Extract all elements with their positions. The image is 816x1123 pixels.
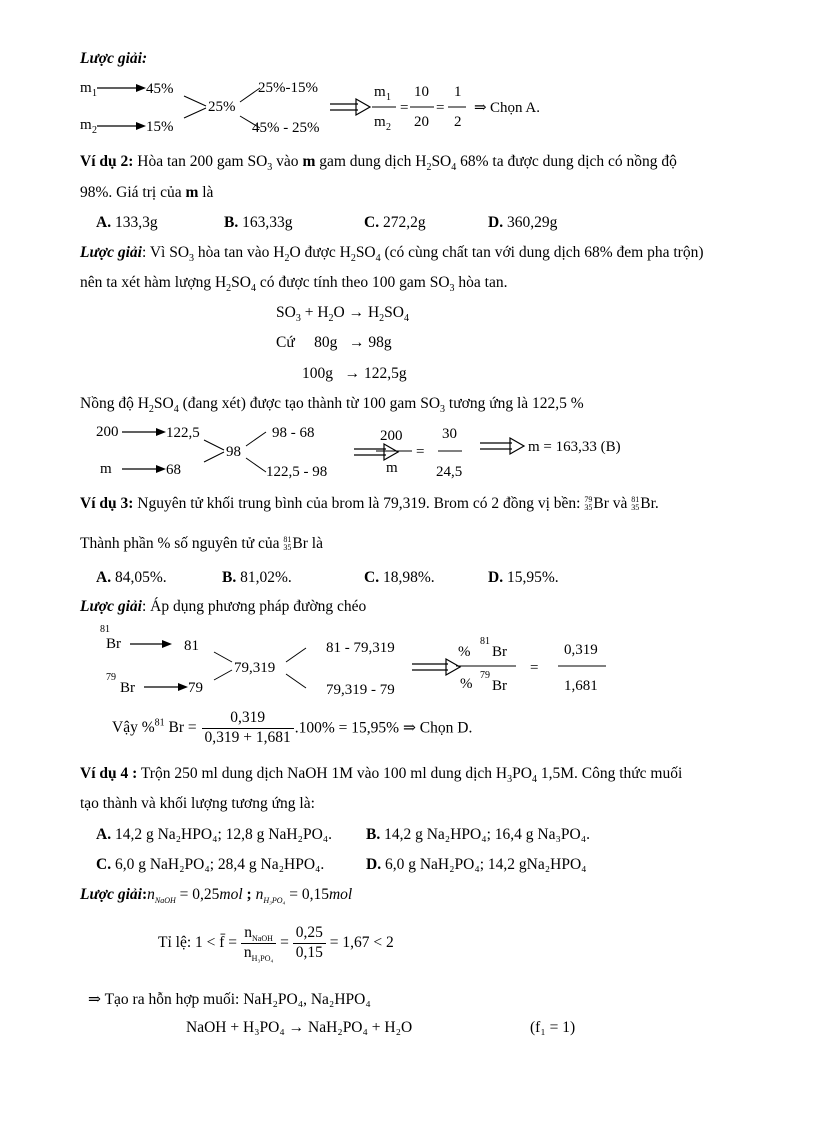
reaction-equation: NaOH + H₃PO₄ → NaH₂PO₄ + H₂O <box>186 1019 413 1036</box>
ratio-m1-index: 1 <box>386 92 391 103</box>
svg-text:Br: Br <box>106 636 121 652</box>
cross-line <box>240 88 260 102</box>
equals: = <box>416 444 425 460</box>
svg-text:Br: Br <box>120 680 135 696</box>
two: 2 <box>454 114 462 130</box>
m2-label: m <box>80 117 92 133</box>
svg-text:=: = <box>530 660 539 676</box>
diff-1: 25%-15% <box>258 80 318 96</box>
value-68: 68 <box>166 462 181 478</box>
option-a: A. 133,3g <box>96 214 158 231</box>
implies-arrow: ⇒ <box>474 100 487 116</box>
arrow-head <box>178 683 188 691</box>
isotope-81: 81 35 <box>283 535 292 553</box>
ratio-num: 10 <box>414 84 429 100</box>
frac-num-200: 200 <box>380 428 403 444</box>
result-text: m = 163,33 (B) <box>528 439 621 455</box>
ratio-m2-index: 2 <box>386 122 391 133</box>
svg-text:79,319: 79,319 <box>234 660 276 676</box>
cross-line <box>184 96 206 106</box>
choice-text: Chọn A. <box>490 100 541 116</box>
option-d: D. 6,0 g NaH₂PO₄; 14,2 gNa₂HPO₄ <box>366 856 587 873</box>
equals: = <box>436 100 445 116</box>
svg-text:Br: Br <box>492 644 507 660</box>
svg-text:81: 81 <box>480 636 490 647</box>
value-2: 15% <box>146 119 174 135</box>
diff-2: 45% - 25% <box>252 120 320 136</box>
example-2-solution: Lược giải: Vì $SO_3$ hòa tan vào $H_2O$ được $H_2SO_4$ (có cùng chất tan với dung dịch 68% đem pha trộn) <box>80 244 704 265</box>
value-122-5: 122,5 <box>166 425 200 441</box>
svg-text:81: 81 <box>100 624 110 635</box>
mass-200: 200 <box>96 424 119 440</box>
svg-text:%: % <box>458 644 471 660</box>
frac-den-24-5: 24,5 <box>436 464 463 480</box>
arrow-head <box>162 640 172 648</box>
option-b: B. 14,2 g Na₂HPO₄; 16,4 g Na₃PO₄. <box>366 826 590 843</box>
option-c: C. 18,98%. <box>364 569 435 586</box>
example-2-solution-line2: nên ta xét hàm lượng $H_2SO_4$ có được tính theo 100 gam $SO_3$ hòa tan. <box>80 274 508 295</box>
reaction-line-2: Cứ 80g → 98g <box>276 334 392 351</box>
example-2-question-line2: 98%. Giá trị của m là <box>80 184 214 201</box>
solution-heading-1: Lược giải: <box>80 50 148 67</box>
isotope-79: 79 35 <box>584 495 593 513</box>
example-4-solution: Lược $giải:n_{NaOH} = 0,25mol$ ; $n_{H_3PO_4} = 0,15mol$ <box>80 886 353 906</box>
m1-label: m <box>80 80 92 96</box>
option-b: B. 163,33g <box>224 214 293 231</box>
diff-98-68: 98 - 68 <box>272 425 315 441</box>
example-2-question: Ví dụ 2: Hòa tan 200 gam $SO_3$ vào m gam dung dịch $H_2SO_4$ 68% ta được dung dịch có nồng độ <box>80 153 677 174</box>
example-title: Ví dụ 2: <box>80 153 134 170</box>
diff-122-5-98: 122,5 - 98 <box>266 464 328 480</box>
mid-98: 98 <box>226 444 241 460</box>
example-3-question: Ví dụ 3: Nguyên tử khối trung bình của brom là 79,319. Brom có 2 đồng vị bền: 79 35Br và 81 35Br. <box>80 495 659 513</box>
ratio-m2: m <box>374 114 386 130</box>
double-arrow-head <box>384 444 398 460</box>
one: 1 <box>454 84 462 100</box>
cross-line <box>214 670 232 680</box>
ratio-line: Tỉ lệ: 1 < f̄ = $n_{NaOH}$ $n_{H_3PO_4}$ = $\frac{0,25}{0,15}$ = 1,67 < 2 <box>158 924 394 963</box>
example-3-conclusion: Vậy %$^{81}$ Br = $\frac{0,319}{0,319 + 1,681}$ .100% = 15,95% ⇒ Chọn D. <box>112 709 473 746</box>
cross-diagram-2 <box>96 420 656 482</box>
value-1: 45% <box>146 81 174 97</box>
option-b: B. 81,02%. <box>222 569 292 586</box>
cross-line <box>184 108 206 118</box>
cross-line <box>286 674 306 688</box>
mass-m: m <box>100 461 112 477</box>
option-a: A. 14,2 g Na₂HPO₄; 12,8 g NaH₂PO₄. <box>96 826 333 843</box>
option-c: C. 272,2g <box>364 214 426 231</box>
double-arrow-head <box>356 99 370 115</box>
option-a: A. 84,05%. <box>96 569 167 586</box>
arrow-head <box>156 428 166 436</box>
svg-text:%: % <box>460 676 473 692</box>
reaction-line-3: 100g → 122,5g <box>302 365 407 382</box>
reaction-ratio: (f₁ = 1) <box>530 1019 576 1036</box>
double-arrow-head <box>510 438 524 454</box>
mixture-line: ⇒ Tạo ra hỗn hợp muối: NaH₂PO₄, Na₂HPO₄ <box>88 991 371 1008</box>
cross-line <box>204 452 224 462</box>
example-3-solution: Lược giải: Áp dụng phương pháp đường chéo <box>80 598 367 615</box>
svg-text:79,319 - 79: 79,319 - 79 <box>326 682 395 698</box>
svg-text:81 - 79,319: 81 - 79,319 <box>326 640 395 656</box>
mid-value: 25% <box>208 99 236 115</box>
double-arrow-head <box>446 659 460 675</box>
option-d: D. 15,95%. <box>488 569 559 586</box>
cross-line <box>286 648 306 662</box>
ratio-den: 20 <box>414 114 429 130</box>
cross-line <box>214 652 232 662</box>
ratio-m1: m <box>374 84 386 100</box>
arrow-head <box>156 465 166 473</box>
svg-text:79: 79 <box>106 672 116 683</box>
concentration-line: Nồng độ $H_2SO_4$ (đang xét) được tạo thành từ 100 gam $SO_3$ tương ứng là 122,5 % <box>80 395 584 416</box>
svg-text:79: 79 <box>188 680 203 696</box>
reaction-line-1: $SO_3 + H_2O \to H_2SO_4$ <box>276 304 409 325</box>
svg-text:79: 79 <box>480 670 490 681</box>
svg-text:0,319: 0,319 <box>564 642 598 658</box>
option-d: D. 360,29g <box>488 214 558 231</box>
svg-text:Br: Br <box>492 678 507 694</box>
cross-line <box>246 432 266 446</box>
frac-num-30: 30 <box>442 426 457 442</box>
isotope-81: 81 35 <box>631 495 640 513</box>
frac-den-m: m <box>386 460 398 476</box>
example-4-question: Ví dụ 4 : Trộn 250 ml dung dịch NaOH 1M vào 100 ml dung dịch $H_3PO_4$ 1,5M. Công thức muối <box>80 765 683 786</box>
cross-diagram-1 <box>80 76 560 136</box>
svg-text:1,681: 1,681 <box>564 678 598 694</box>
cross-diagram-3 <box>100 622 620 702</box>
equals: = <box>400 100 409 116</box>
arrow-head <box>136 84 146 92</box>
example-3-question-line2: Thành phần % số nguyên tử của 81 35Br là <box>80 535 323 553</box>
example-4-question-line2: tạo thành và khối lượng tương ứng là: <box>80 795 315 812</box>
cross-line <box>246 458 266 472</box>
m2-index: 2 <box>92 125 97 136</box>
cross-line <box>204 440 224 450</box>
option-c: C. 6,0 g NaH₂PO₄; 28,4 g Na₂HPO₄. <box>96 856 325 873</box>
svg-text:81: 81 <box>184 638 199 654</box>
m1-index: 1 <box>92 88 97 99</box>
arrow-head <box>136 122 146 130</box>
